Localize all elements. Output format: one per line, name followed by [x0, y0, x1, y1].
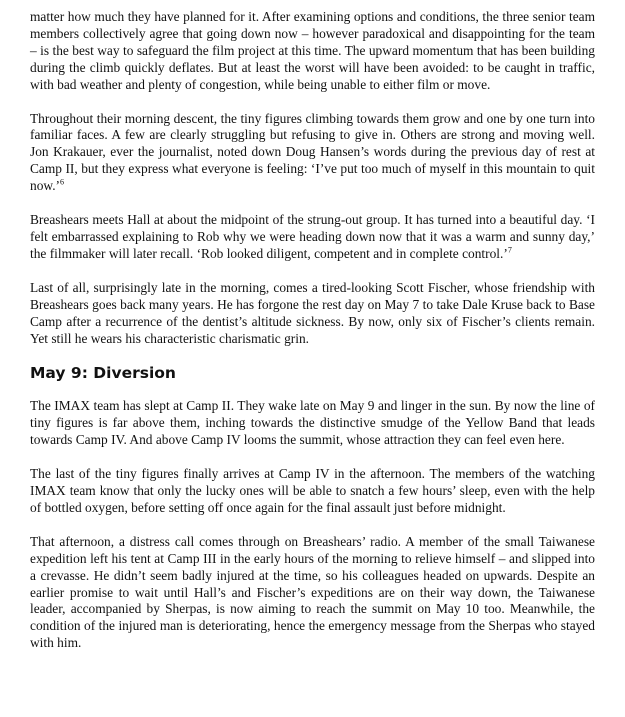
- paragraph-morning-descent: [30, 111, 595, 196]
- paragraph-text: The IMAX team has slept at Camp II. They wake late on May 9 and linger in the sun. By now the line of tiny figures is far above them, inching towards the distinctive smudge of the Yellow Band that leads towards Camp IV. And above Camp IV looms the summit, whose attraction they can feel even here.: [30, 398, 595, 448]
- footnote-marker: 7: [507, 245, 512, 255]
- paragraph-text: matter how much they have planned for it. After examining options and conditions, the three senior team members collectively agree that going down now – however paradoxical and disappointing for the team – is the best way to safeguard the film project at this time. The upward momentum that has been building during the climb quickly deflates. But at least the worst will have been avoided: to be caught in traffic, with bad weather and plenty of congestion, while being unable to either film or move.: [30, 9, 595, 92]
- paragraph-text: Breashears meets Hall at about the midpoint of the strung-out group. It has turned into a beautiful day. ‘I felt embarrassed explaining to Rob why we were heading down now that it was a warm and sunny day,’ the filmmaker will later recall. ‘Rob looked diligent, competent and in complete control.’: [30, 212, 595, 261]
- section-heading: May 9: Diversion: [30, 364, 176, 383]
- paragraph-decision-to-descend: [30, 9, 595, 94]
- paragraph-breashears-meets-hall: [30, 212, 595, 263]
- paragraph-distress-call: [30, 534, 595, 652]
- paragraph-camp-four-arrival: [30, 466, 595, 517]
- paragraph-imax-camp-two: [30, 398, 595, 449]
- footnote-marker: 6: [60, 177, 64, 187]
- paragraph-text: The last of the tiny figures finally arrives at Camp IV in the afternoon. The members of the watching IMAX team know that only the lucky ones will be able to snatch a few hours’ sleep, even with the help of bottled oxygen, before setting off once again for the final assault just before midnight.: [30, 466, 595, 515]
- paragraph-text: Throughout their morning descent, the tiny figures climbing towards them grow and one by one turn into familiar faces. A few are clearly struggling but refusing to give in. Others are strong and moving well. Jon Krakauer, ever the journalist, noted down Doug Hansen’s words during the previous day of rest at Camp II, but they express what everyone is feeling: ‘I’ve put too much of myself in this mountain to quit now.’: [30, 110, 595, 194]
- paragraph-text: Last of all, surprisingly late in the morning, comes a tired-looking Scott Fischer, whose friendship with Breashears goes back many years. He has forgone the rest day on May 7 to take Dale Kruse back to Base Camp after a recurrence of the dentist’s altitude sickness. By now, only six of Fischer’s clients remain. Yet still he wears his characteristic charismatic grin.: [30, 279, 595, 346]
- paragraph-text: That afternoon, a distress call comes through on Breashears’ radio. A member of the small Taiwanese expedition left his tent at Camp III in the early hours of the morning to relieve himself – and slipped into a crevasse. He didn’t seem badly injured at the time, so his colleagues headed on upwards. Despite an earlier promise to wait until Hall’s and Fischer’s expeditions are on their way down, the Taiwanese leader, accompanied by Sherpas, is now aiming to reach the summit on May 10 too. Meanwhile, the condition of the injured man is deteriorating, hence the emergency message from the Sherpas who stayed with him.: [30, 533, 595, 651]
- paragraph-scott-fischer: [30, 280, 595, 348]
